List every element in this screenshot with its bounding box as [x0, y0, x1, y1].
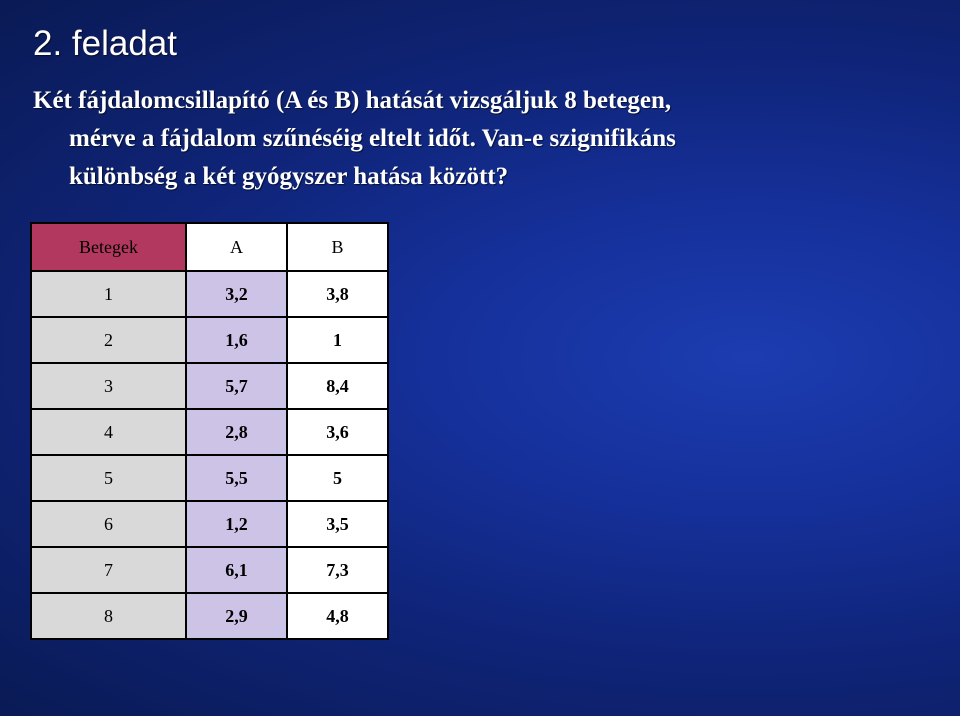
cell-drug-b: 4,8 — [287, 593, 388, 639]
table-row — [31, 363, 388, 409]
cell-patient: 2 — [31, 317, 186, 363]
table-row — [31, 409, 388, 455]
cell-patient: 4 — [31, 409, 186, 455]
cell-drug-b: 3,6 — [287, 409, 388, 455]
cell-patient: 1 — [31, 271, 186, 317]
cell-drug-b: 1 — [287, 317, 388, 363]
question-line: mérve a fájdalom szűnéséig eltelt időt. Van-e szignifikáns — [69, 125, 676, 152]
cell-drug-a: 3,2 — [186, 271, 287, 317]
table-header-row — [31, 223, 388, 271]
header-drug-a: A — [186, 223, 287, 271]
cell-drug-b: 8,4 — [287, 363, 388, 409]
cell-drug-a: 5,7 — [186, 363, 287, 409]
cell-drug-b: 7,3 — [287, 547, 388, 593]
cell-patient: 8 — [31, 593, 186, 639]
table-row — [31, 547, 388, 593]
table-row — [31, 455, 388, 501]
cell-drug-a: 1,2 — [186, 501, 287, 547]
question-line: Két fájdalomcsillapító (A és B) hatását vizsgáljuk 8 betegen, — [33, 87, 672, 114]
cell-drug-a: 2,9 — [186, 593, 287, 639]
data-table — [30, 222, 389, 640]
cell-drug-b: 3,8 — [287, 271, 388, 317]
header-drug-b: B — [287, 223, 388, 271]
cell-drug-a: 1,6 — [186, 317, 287, 363]
cell-patient: 7 — [31, 547, 186, 593]
table-row — [31, 593, 388, 639]
header-patients: Betegek — [31, 223, 186, 271]
cell-drug-b: 5 — [287, 455, 388, 501]
slide-title: 2. feladat — [33, 24, 177, 63]
question-line: különbség a két gyógyszer hatása között? — [69, 163, 509, 190]
cell-patient: 6 — [31, 501, 186, 547]
table-row — [31, 317, 388, 363]
cell-drug-b: 3,5 — [287, 501, 388, 547]
cell-drug-a: 6,1 — [186, 547, 287, 593]
question-text — [33, 82, 933, 196]
cell-drug-a: 2,8 — [186, 409, 287, 455]
table-row — [31, 271, 388, 317]
cell-patient: 3 — [31, 363, 186, 409]
cell-patient: 5 — [31, 455, 186, 501]
cell-drug-a: 5,5 — [186, 455, 287, 501]
table-row — [31, 501, 388, 547]
